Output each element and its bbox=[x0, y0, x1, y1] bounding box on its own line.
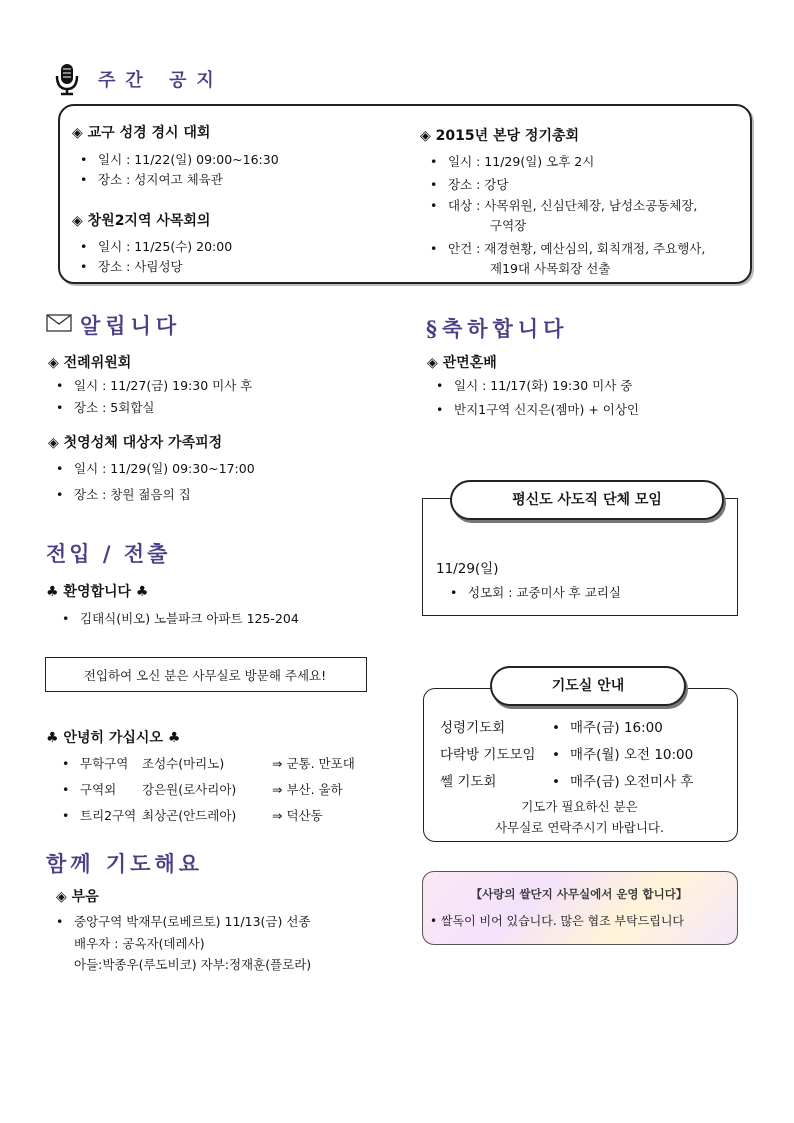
prayer-row: 다락방 기도모임 • 매주(월) 오전 10:00 bbox=[440, 747, 694, 763]
rice-box bbox=[422, 871, 738, 945]
weekly-left-heading-2: ◈ 창원2지역 사목회의 bbox=[72, 213, 211, 229]
prayer-row: 성령기도회 • 매주(금) 16:00 bbox=[440, 720, 663, 736]
move-title: 전입 / 전출 bbox=[46, 541, 171, 566]
pray-heading: ◈ 부음 bbox=[56, 889, 99, 905]
apostolate-line: • 성모회 : 교중미사 후 교리실 bbox=[450, 585, 621, 600]
notice-heading-2: ◈ 첫영성체 대상자 가족피정 bbox=[48, 435, 223, 451]
bye-heading: ♣ 안녕히 가십시오 ♣ bbox=[46, 730, 181, 746]
weekly-right-line: • 장소 : 강당 bbox=[430, 177, 509, 192]
apostolate-title: 평신도 사도직 단체 모임 bbox=[450, 480, 724, 520]
pray-line: 아들:박종우(루도비코) 자부:정재훈(플로라) bbox=[74, 957, 312, 972]
congrats-line: • 일시 : 11/17(화) 19:30 미사 중 bbox=[436, 378, 633, 393]
prayer-room-title: 기도실 안내 bbox=[490, 666, 686, 706]
weekly-right-line: • 대상 : 사목위원, 신심단체장, 남성소공동체장, bbox=[430, 198, 698, 213]
weekly-right-line: • 안건 : 재경현황, 예산심의, 회칙개정, 주요행사, bbox=[430, 241, 706, 256]
prayer-note: 사무실로 연락주시기 바랍니다. bbox=[495, 820, 664, 835]
notice-heading-1: ◈ 전례위원회 bbox=[48, 355, 132, 371]
weekly-left-line: • 일시 : 11/22(일) 09:00~16:30 bbox=[80, 152, 279, 167]
apostolate-date: 11/29(일) bbox=[436, 561, 499, 577]
rice-title: 【사랑의 쌀단지 사무실에서 운영 합니다】 bbox=[470, 887, 688, 901]
prayer-row: 쎌 기도회 • 매주(금) 오전미사 후 bbox=[440, 774, 694, 790]
notice-line: • 일시 : 11/29(일) 09:30~17:00 bbox=[56, 461, 255, 476]
weekly-right-line: 제19대 사목회장 선출 bbox=[490, 261, 611, 276]
weekly-title: 주간 공지 bbox=[98, 70, 224, 91]
pray-line: • 중앙구역 박재무(로베르토) 11/13(금) 선종 bbox=[56, 914, 311, 929]
notice-line: • 장소 : 창원 젊음의 집 bbox=[56, 487, 191, 502]
weekly-right-line: 구역장 bbox=[490, 218, 527, 233]
weekly-left-line: • 일시 : 11/25(수) 20:00 bbox=[80, 239, 233, 254]
congrats-heading: ◈ 관면혼배 bbox=[427, 355, 497, 371]
weekly-left-line: • 장소 : 사림성당 bbox=[80, 259, 183, 274]
move-notice-text: 전입하여 오신 분은 사무실로 방문해 주세요! bbox=[83, 668, 327, 683]
envelope-icon bbox=[46, 314, 72, 332]
weekly-right-heading: ◈ 2015년 본당 정기총회 bbox=[420, 128, 580, 144]
notice-title: 알립니다 bbox=[80, 313, 182, 338]
bye-row: • 트리2구역 최상곤(안드레아) ⇒ 덕산동 bbox=[62, 808, 323, 823]
congrats-title: §축하합니다 bbox=[426, 316, 569, 341]
pray-line: 배우자 : 공옥자(데레사) bbox=[74, 936, 205, 951]
pray-title: 함께 기도해요 bbox=[46, 851, 204, 876]
weekly-right-line: • 일시 : 11/29(일) 오후 2시 bbox=[430, 154, 595, 169]
bye-row: • 구역외 강은원(로사리아) ⇒ 부산. 울하 bbox=[62, 782, 343, 797]
bye-row: • 무학구역 조성수(마리노) ⇒ 군통. 만포대 bbox=[62, 756, 355, 771]
microphone-icon bbox=[54, 62, 80, 96]
prayer-note: 기도가 필요하신 분은 bbox=[521, 799, 638, 814]
welcome-line: • 김태식(비오) 노블파크 아파트 125-204 bbox=[62, 611, 299, 626]
weekly-left-line: • 장소 : 성지여고 체육관 bbox=[80, 172, 223, 187]
notice-line: • 일시 : 11/27(금) 19:30 미사 후 bbox=[56, 378, 253, 393]
notice-line: • 장소 : 5회합실 bbox=[56, 400, 155, 415]
rice-line: • 쌀독이 비어 있습니다. 많은 협조 부탁드립니다 bbox=[430, 914, 685, 928]
congrats-line: • 반지1구역 신지은(젬마) + 이상인 bbox=[436, 402, 640, 417]
weekly-left-heading-1: ◈ 교구 성경 경시 대회 bbox=[72, 125, 211, 141]
welcome-heading: ♣ 환영합니다 ♣ bbox=[46, 584, 149, 600]
